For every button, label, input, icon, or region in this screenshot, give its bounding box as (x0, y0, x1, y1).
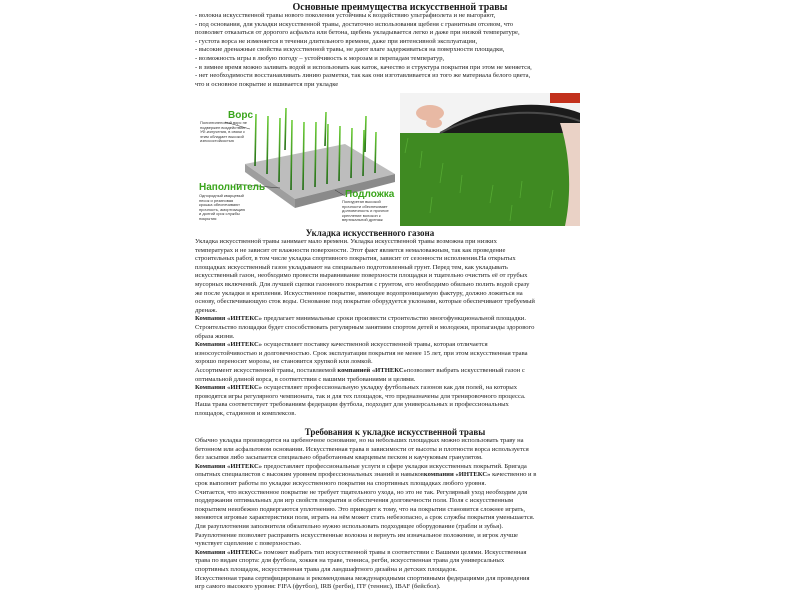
filler-label: Наполнитель (199, 182, 266, 193)
text-line: Ассортимент искусственной травы, поставляемой компанией «ИТНЕКС»позволяет выбрать искусственный газон с (195, 366, 525, 374)
vors-note: Полиэтиленовый ворс не подвержен воздействию УФ-излучения, в связи с этим обладает высокой износостойкостью (200, 120, 248, 144)
text-line: образа жизни. (195, 332, 235, 340)
text-line: Компания «ИНТЕКС» предоставляет профессиональные услуги в сфере укладки искусственных покрытий. Бригада (195, 462, 527, 470)
text-line: опытных специалистов с высоким уровнем профессиональных знаний и навыковкомпании «ИНТЕКС» качественно и в (195, 471, 537, 479)
list-item: что и основное покрытие и вшивается при укладке (195, 80, 339, 88)
text-line: Наша трава соответствует требованиям федерации футбола, подходит для универсальных и профессиональных (195, 401, 509, 409)
text-line: чувствует сцепление с поверхностью. (195, 540, 302, 548)
filler-note: Однородный кварцевый песок и резиновая крошка обеспечивают прочность, амортизацию и долгий срок службы покрытия (199, 193, 246, 221)
text-line: площадок, стадионов и комплексов. (195, 409, 297, 417)
text-line: меняются игровые характеристики поля, играть на нём может стать небезопасно, а срок службы покрытия уменьшается. (195, 514, 535, 522)
requirements-section (195, 437, 536, 592)
advantages-list (195, 12, 532, 89)
text-line: Компания «ИНТЕКС» осуществляет поставку качественной искусственной травы, которая отличается (195, 341, 488, 349)
text-line: покрытием неизбежно подвергаются уплотнению. Это приводит к тому, что на покрытии становится сложнее играть, (195, 505, 526, 513)
text-line: износоустойчивостью и долговечностью. Срок эксплуатации покрытия не менее 15 лет, при этом искусственная трава (195, 349, 528, 357)
text-line: искусственный газон, необходимо провести выравнивание поверхности площадки и тщательно очистить её от грубых (195, 272, 528, 280)
text-line: Искусственная трава сертифицирована и рекомендована международными спортивными федерациями для проведения (195, 574, 530, 582)
list-item: - возможность игры в любую погоду – устойчивость к морозам и перепадам температур, (195, 54, 445, 62)
text-line: мусорных включений. Для лучшей сцепки газонного покрытия с грунтом, его необходимо обильно полить водой сразу (195, 280, 530, 288)
text-line: без засыпки либо засыпается специально обработанным кварцевым песком и каучуковым гранулятом. (195, 454, 483, 462)
page-title: Основные преимущества искусственной травы (292, 2, 508, 13)
text-line: Укладка искусственной травы занимает мало времени. Укладка искусственной травы возможна при низких (195, 238, 497, 245)
installation-section (195, 238, 535, 418)
text-line: дренаж. (195, 306, 218, 314)
company-name: Компания «ИНТЕКС» (195, 315, 263, 323)
list-item: - в зимнее время можно заливать водой и использовать как каток, качество и структура покрытия при этом не меняется, (195, 63, 532, 71)
vors-label: Ворс (228, 110, 253, 121)
text-line: Компания «ИНТЕКС» осуществляет профессиональную укладку футбольных газонов как для полей, на которых (195, 384, 518, 392)
base-label: Подложка (345, 189, 395, 200)
text-line: оптимальной длиной ворса, в соответствии с вашими требованиями и целями. (195, 375, 416, 383)
text-line: Строительство площадки будет способствовать регулярным занятиям спортом детей и молодежи, пропаганды здорового (195, 323, 535, 331)
company-name: Компания «ИНТЕКС» (195, 341, 263, 349)
text-line: бетонном или асфальтовом основании. Искусственная трава в зависимости от высоты и плотности ворса используется (195, 445, 529, 453)
list-item: позволяет отказаться от дорогого асфальта или бетона, щебень укладывается легко и даже при низкой температуре, (195, 29, 520, 37)
company-name: компании «ИНТЕКС» (423, 471, 491, 479)
text-line: температурах и не зависит от влажности поверхности. Этот факт является немаловажным, так как проведение (195, 246, 506, 254)
company-name: Компания «ИНТЕКС» (195, 462, 263, 470)
text-line: Компания «ИНТЕКС» поможет выбрать тип искусственной травы в соответствии с Вашими целями. Искусственная (195, 548, 527, 556)
text-line: Считается, что искусственное покрытие не требует тщательного ухода, но это не так. Регулярный уход необходим для (195, 488, 528, 496)
list-item: - нет необходимости восстанавливать линию разметки, так как они изготавливается из того же материала белого цвета, (195, 72, 531, 80)
company-name: Компания «ИНТЕКС» (195, 384, 263, 392)
text-line: срок выполнит работы по укладке искусственного покрытия на спортивных площадках любого уровня. (195, 479, 487, 487)
turf-roll-photo (400, 93, 580, 226)
text-line: строительных работ, в том числе укладка спортивного покрытия, зависит от сезонности исполнения.На открытых (195, 255, 516, 263)
section-title-installation: Укладка искусственного газона (305, 228, 435, 238)
list-item: - высокие дренажные свойства искусственной травы, не дают влаге задерживаться на поверхности площадки, (195, 46, 505, 54)
text-line: игр самого высокого уровня: FIFA (футбол), IRB (регби), ITF (теннис), IBAF (бейсбол). (195, 583, 441, 591)
text-line: спортивных площадок, искусственная трава для ландшафтного дизайна и детских площадок. (195, 565, 458, 573)
text-line: поддержания оптимальных для игр свойств покрытия и обеспечения долговечности поля. Поля с искусственным (195, 497, 514, 505)
list-item: - волокна искусственной травы нового поколения устойчивы к воздействию ультрафиолета и не выгорают, (195, 12, 496, 19)
text-line: площадках искусственный газон укладывают на специально подготовленный грунт. Перед тем, как укладывать (195, 263, 508, 271)
company-name: компанией «ИТНЕКС» (337, 366, 407, 374)
list-item: - под основания, для укладки искусственной травы, достаточно использования щебеня с гранитным отсевом, что (195, 20, 514, 28)
text-line: хорошо переносит морозы, не становится хрупкой или ломкой. (195, 358, 373, 366)
text-line: Обычно укладка производится на щебеночное основание, но на небольших площадках можно использовать траву на (195, 437, 524, 444)
text-line: Разуплотнение позволяет расправить искусственные волокна и вернуть им изначальное положение, и игрок лучше (195, 531, 518, 539)
text-line: Компания «ИНТЕКС» предлагает минимальные сроки произвести строительство многофункциональной площадки. (195, 315, 526, 323)
section-title-requirements: Требования к укладке искусственной травы (304, 427, 486, 437)
list-item: - густота ворса не изменяется в течении длительного времени, даже при интенсивной эксплуатации, (195, 37, 478, 45)
text-line: основу, обеспечивающую сток воды. Основание под покрытие оборудуется уклонами, которые обеспечивают требуемый (195, 298, 535, 306)
company-name: Компания «ИНТЕКС» (195, 548, 263, 556)
text-line: проводятся игры регулярного чемпионата, так и для тех площадок, что предназначены для тренировочного процесса. (195, 392, 526, 400)
text-line: Для разуплотнения заполнителя обязательно нужно использовать подходящее оборудование (грабли и зубья). (195, 522, 504, 530)
turf-structure-diagram (195, 104, 400, 224)
text-line: же после укладки и крепления. Искусственное покрытие, имеющее водопроницаемую фактуру, должно ложиться на (195, 289, 523, 297)
text-line: трава по видам спорта: для футбола, хоккея на траве, тенниса, регби, искусственная трава для универсальных (195, 557, 505, 565)
base-note: Полиуретан высокой прочности обеспечивает долговечность и прочное крепление волокон к вертикальной дренаж (342, 199, 389, 223)
